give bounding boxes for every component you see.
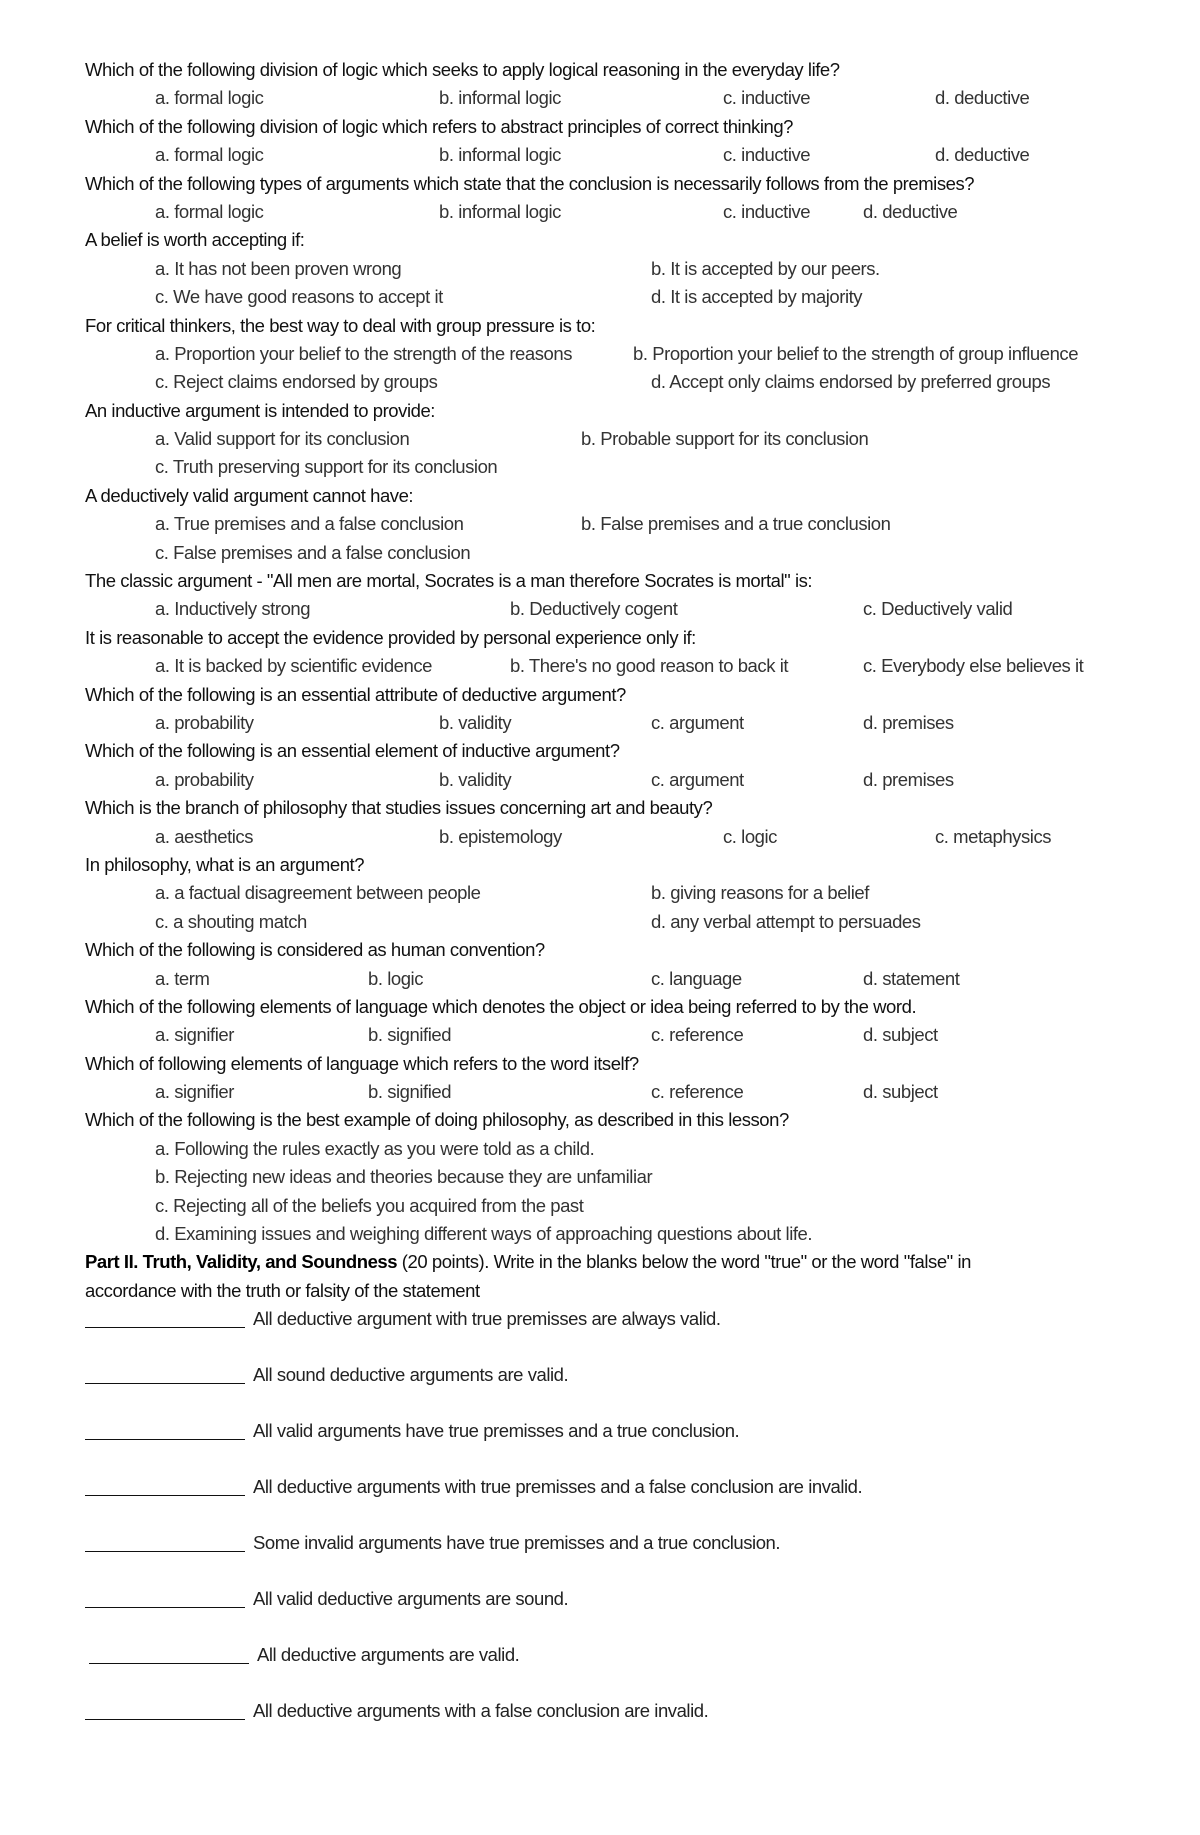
question-4-options-row2 [85, 283, 1175, 311]
tf-item-6 [85, 1585, 1175, 1641]
question-15-options [85, 1021, 1175, 1049]
option-b: b. signified [368, 1024, 452, 1046]
tf-item-1 [85, 1305, 1175, 1361]
question-stem: Which of the following is the best example of doing philosophy, as described in this lesson? [85, 1109, 789, 1131]
option-b: b. informal logic [439, 144, 561, 166]
option-d: d. Accept only claims endorsed by preferred groups [651, 371, 1051, 393]
option-c: c. False premises and a false conclusion [155, 541, 471, 563]
option-a: a. formal logic [155, 200, 264, 222]
question-17-option-b [85, 1163, 1175, 1191]
question-17-option-d [85, 1220, 1175, 1248]
option-c: c. inductive [723, 200, 811, 222]
tf-item-7 [85, 1641, 1175, 1697]
tf-statement: All deductive arguments with a false conclusion are invalid. [253, 1700, 709, 1722]
question-10-options [85, 709, 1175, 737]
option-c: c. argument [651, 768, 744, 790]
option-a: a. True premises and a false conclusion [155, 513, 464, 535]
question-stem: Which of the following types of arguments which state that the conclusion is necessarily follows from the premises? [85, 172, 975, 194]
option-b: b. There's no good reason to back it [510, 655, 789, 677]
option-c: c. a shouting match [155, 910, 307, 932]
tf-statement: All valid deductive arguments are sound. [253, 1588, 569, 1610]
option-d: d. It is accepted by majority [651, 286, 863, 308]
question-5-options-row2 [85, 368, 1175, 396]
option-a: a. Valid support for its conclusion [155, 428, 410, 450]
question-14 [85, 936, 1175, 964]
option-a: a. formal logic [155, 144, 264, 166]
tf-item-8 [85, 1697, 1175, 1753]
question-stem: Which of the following division of logic which refers to abstract principles of correct thinking? [85, 115, 794, 137]
option-c: c. language [651, 967, 742, 989]
question-12 [85, 794, 1175, 822]
option-d: d. premises [863, 768, 954, 790]
answer-blank[interactable] [85, 1719, 245, 1720]
question-11-options [85, 766, 1175, 794]
option-a: a. probability [155, 768, 254, 790]
option-a: a. probability [155, 711, 254, 733]
question-7-options-row2 [85, 539, 1175, 567]
option-c: c. Reject claims endorsed by groups [155, 371, 438, 393]
tf-item-4 [85, 1473, 1175, 1529]
option-b: b. informal logic [439, 87, 561, 109]
question-9 [85, 624, 1175, 652]
tf-statement: All deductive argument with true premisses are always valid. [253, 1308, 721, 1330]
answer-blank[interactable] [85, 1551, 245, 1552]
option-a: a. Inductively strong [155, 598, 311, 620]
question-13-options-row1 [85, 879, 1175, 907]
tf-statement: Some invalid arguments have true premisses and a true conclusion. [253, 1532, 781, 1554]
option-b: b. Rejecting new ideas and theories because they are unfamiliar [155, 1166, 653, 1188]
option-c: c. Rejecting all of the beliefs you acquired from the past [155, 1194, 584, 1216]
question-5-options-row1 [85, 340, 1175, 368]
question-stem: Which is the branch of philosophy that studies issues concerning art and beauty? [85, 797, 713, 819]
answer-blank[interactable] [85, 1439, 245, 1440]
question-stem: Which of the following elements of language which denotes the object or idea being referred to by the word. [85, 995, 917, 1017]
question-7-options-row1 [85, 510, 1175, 538]
part2-instructions: (20 points). Write in the blanks below the word "true" or the word "false" in [397, 1251, 971, 1273]
question-12-options [85, 823, 1175, 851]
option-c: c. We have good reasons to accept it [155, 286, 443, 308]
option-c: c. Everybody else believes it [863, 655, 1084, 677]
option-b: b. False premises and a true conclusion [581, 513, 891, 535]
question-stem: A deductively valid argument cannot have: [85, 484, 414, 506]
tf-item-3 [85, 1417, 1175, 1473]
question-5 [85, 312, 1175, 340]
question-13 [85, 851, 1175, 879]
question-stem: Which of the following is an essential attribute of deductive argument? [85, 683, 626, 705]
option-c: c. Deductively valid [863, 598, 1013, 620]
question-16-options [85, 1078, 1175, 1106]
question-stem: The classic argument - "All men are mortal, Socrates is a man therefore Socrates is mortal" is: [85, 570, 813, 592]
tf-statement: All deductive arguments are valid. [257, 1644, 520, 1666]
option-b: b. validity [439, 711, 512, 733]
option-a: a. a factual disagreement between people [155, 882, 481, 904]
option-d: d. subject [863, 1081, 938, 1103]
option-b: b. Proportion your belief to the strength of group influence [633, 342, 1079, 364]
option-d: d. Examining issues and weighing different ways of approaching questions about life. [155, 1223, 813, 1245]
question-8-options [85, 595, 1175, 623]
tf-statement: All valid arguments have true premisses and a true conclusion. [253, 1420, 740, 1442]
option-d: d. statement [863, 967, 960, 989]
question-8 [85, 567, 1175, 595]
answer-blank[interactable] [85, 1327, 245, 1328]
option-b: b. Probable support for its conclusion [581, 428, 869, 450]
question-1-options [85, 84, 1175, 112]
tf-statement: All deductive arguments with true premisses and a false conclusion are invalid. [253, 1476, 863, 1498]
option-b: b. giving reasons for a belief [651, 882, 869, 904]
option-c: c. reference [651, 1081, 744, 1103]
option-a: a. Proportion your belief to the strength of the reasons [155, 342, 573, 364]
worksheet-page [85, 56, 1175, 1753]
option-d: d. deductive [935, 87, 1030, 109]
option-c: c. argument [651, 711, 744, 733]
option-a: a. aesthetics [155, 825, 254, 847]
question-stem: For critical thinkers, the best way to deal with group pressure is to: [85, 314, 596, 336]
part2-instructions-cont: accordance with the truth or falsity of the statement [85, 1279, 480, 1301]
question-stem: Which of the following is considered as human convention? [85, 939, 545, 961]
answer-blank[interactable] [89, 1663, 249, 1664]
question-9-options [85, 652, 1175, 680]
question-16 [85, 1050, 1175, 1078]
option-b: b. validity [439, 768, 512, 790]
option-b: b. epistemology [439, 825, 562, 847]
option-b: b. Deductively cogent [510, 598, 678, 620]
question-2-options [85, 141, 1175, 169]
answer-blank[interactable] [85, 1383, 245, 1384]
part2-heading [85, 1248, 1175, 1276]
option-d: d. premises [863, 711, 954, 733]
question-1 [85, 56, 1175, 84]
question-stem: In philosophy, what is an argument? [85, 853, 365, 875]
question-14-options [85, 965, 1175, 993]
question-15 [85, 993, 1175, 1021]
option-a: a. signifier [155, 1081, 234, 1103]
part2-instructions-line2 [85, 1277, 1175, 1305]
question-7 [85, 482, 1175, 510]
question-10 [85, 681, 1175, 709]
question-stem: A belief is worth accepting if: [85, 229, 305, 251]
option-c: c. Truth preserving support for its conclusion [155, 456, 498, 478]
question-stem: It is reasonable to accept the evidence provided by personal experience only if: [85, 626, 696, 648]
option-d: d. any verbal attempt to persuades [651, 910, 921, 932]
option-b: b. informal logic [439, 200, 561, 222]
option-b: b. logic [368, 967, 424, 989]
question-6-options-row1 [85, 425, 1175, 453]
tf-item-2 [85, 1361, 1175, 1417]
question-6 [85, 397, 1175, 425]
question-13-options-row2 [85, 908, 1175, 936]
answer-blank[interactable] [85, 1495, 245, 1496]
question-4 [85, 226, 1175, 254]
question-stem: Which of the following is an essential element of inductive argument? [85, 740, 620, 762]
option-d: d. subject [863, 1024, 938, 1046]
option-c: c. inductive [723, 87, 811, 109]
part2-title: Part II. Truth, Validity, and Soundness [85, 1251, 398, 1273]
question-6-options-row2 [85, 453, 1175, 481]
option-a: a. It has not been proven wrong [155, 257, 402, 279]
option-b: b. signified [368, 1081, 452, 1103]
option-a: a. It is backed by scientific evidence [155, 655, 432, 677]
tf-statement: All sound deductive arguments are valid. [253, 1364, 569, 1386]
option-b: b. It is accepted by our peers. [651, 257, 880, 279]
tf-item-5 [85, 1529, 1175, 1585]
question-stem: Which of the following division of logic which seeks to apply logical reasoning in the everyday life? [85, 59, 840, 80]
option-c: c. inductive [723, 144, 811, 166]
question-17-option-c [85, 1192, 1175, 1220]
question-3-options [85, 198, 1175, 226]
option-a: a. Following the rules exactly as you were told as a child. [155, 1137, 595, 1159]
option-a: a. signifier [155, 1024, 234, 1046]
question-4-options-row1 [85, 255, 1175, 283]
option-c: c. reference [651, 1024, 744, 1046]
question-17 [85, 1106, 1175, 1134]
question-2 [85, 113, 1175, 141]
option-c: c. logic [723, 825, 777, 847]
option-d: d. deductive [863, 200, 958, 222]
option-d: c. metaphysics [935, 825, 1052, 847]
question-stem: An inductive argument is intended to provide: [85, 399, 435, 421]
question-17-option-a [85, 1135, 1175, 1163]
answer-blank[interactable] [85, 1607, 245, 1608]
option-a: a. term [155, 967, 210, 989]
question-11 [85, 737, 1175, 765]
question-stem: Which of following elements of language which refers to the word itself? [85, 1052, 639, 1074]
question-3 [85, 170, 1175, 198]
option-d: d. deductive [935, 144, 1030, 166]
option-a: a. formal logic [155, 87, 264, 109]
